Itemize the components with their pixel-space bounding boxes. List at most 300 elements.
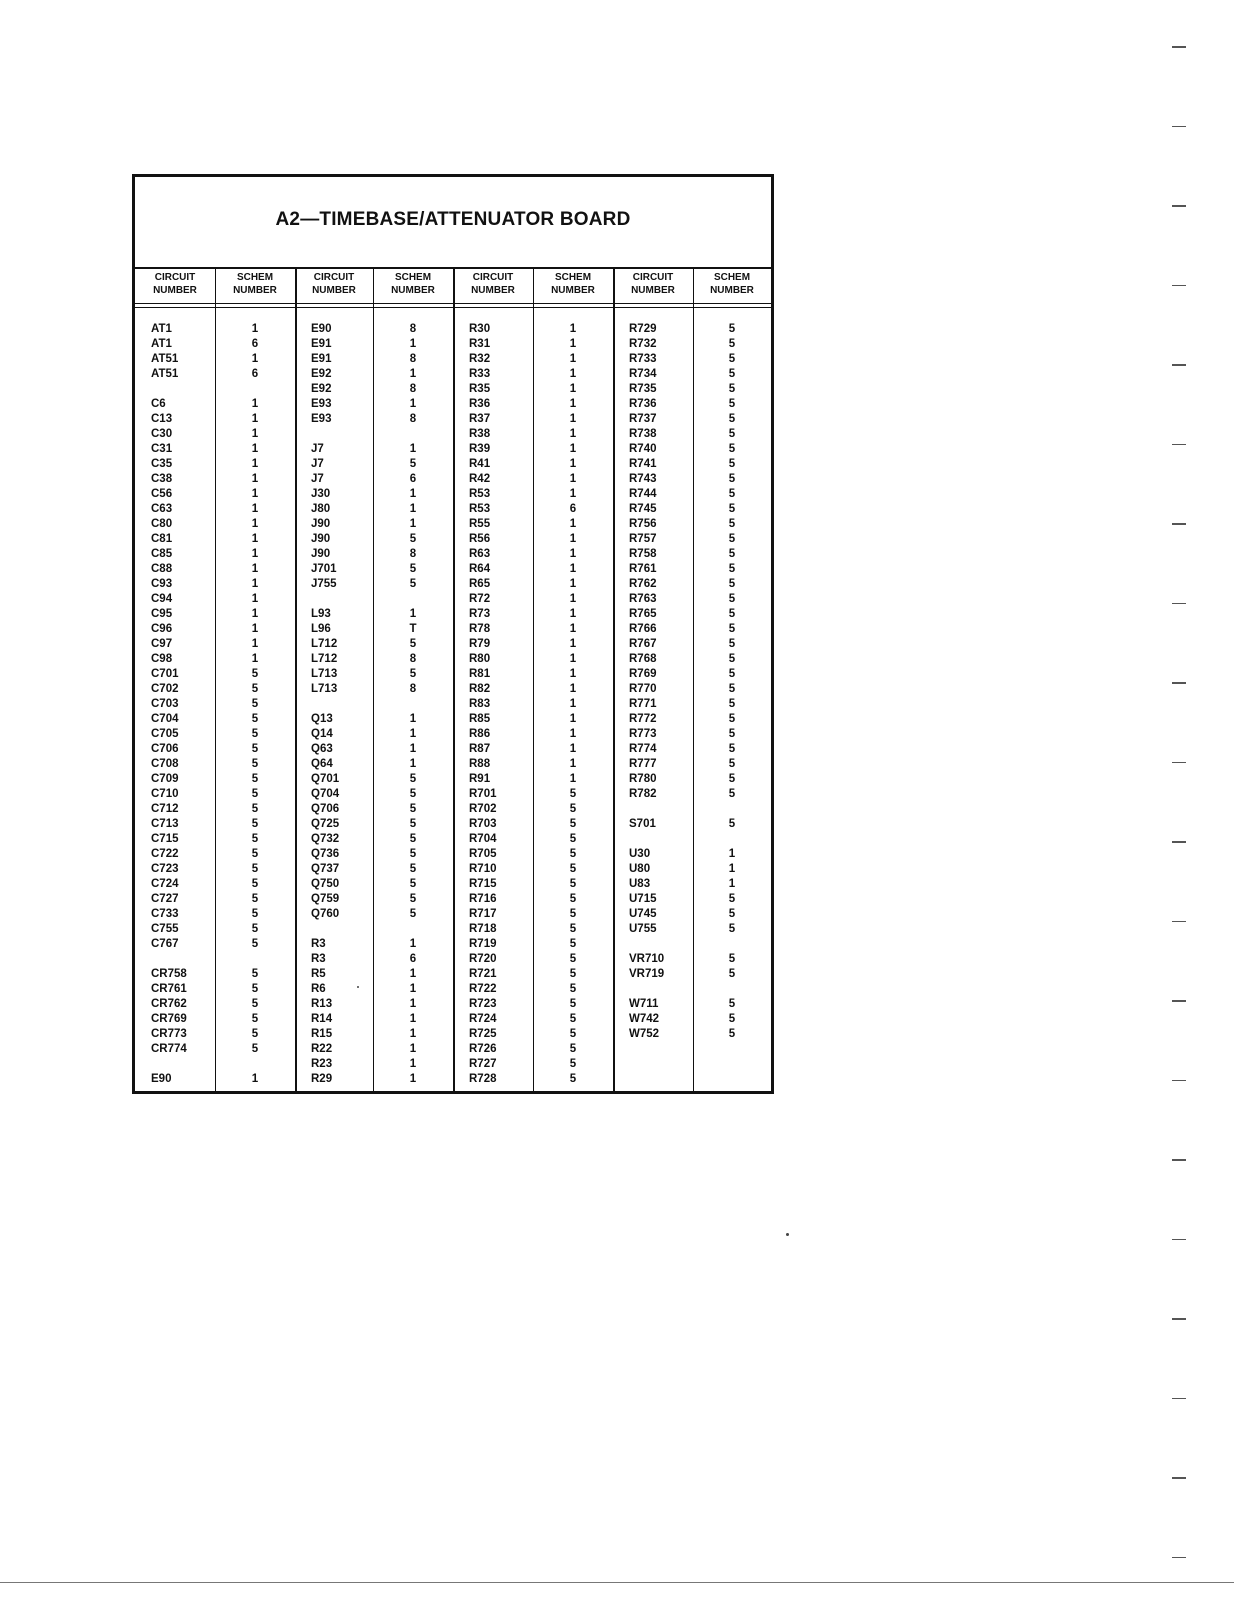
circuit-number-cell: R86 [469,728,491,740]
schem-number-cell: 1 [251,593,259,605]
circuit-number-cell: R14 [311,1013,333,1025]
schem-number-cell: 5 [409,458,417,470]
schem-number-cell: 5 [569,983,577,995]
schem-number-cell: 5 [728,1028,736,1040]
table-title-area [135,177,771,269]
column-divider [613,267,615,1091]
page-speck [786,1233,789,1236]
schem-number-cell: 5 [569,1058,577,1070]
schem-number-cell: 1 [409,488,417,500]
circuit-number-cell: W742 [629,1013,660,1025]
column-divider [295,267,297,1091]
margin-tick [1172,1557,1186,1559]
schem-number-cell: 5 [728,668,736,680]
circuit-number-cell: Q736 [311,848,340,860]
schem-number-cell: 1 [409,998,417,1010]
circuit-number-cell: C13 [151,413,173,425]
circuit-number-cell: U80 [629,863,651,875]
column-header-schem-number: SCHEM NUMBER [233,271,277,296]
circuit-number-cell: C706 [151,743,179,755]
schem-number-cell: 5 [251,998,259,1010]
schem-number-cell: 5 [569,878,577,890]
circuit-number-cell: C710 [151,788,179,800]
circuit-number-cell: R91 [469,773,491,785]
schem-number-cell: 5 [251,983,259,995]
schem-number-cell: 1 [569,413,577,425]
schem-number-cell: 8 [409,383,417,395]
circuit-number-cell: R716 [469,893,497,905]
circuit-number-cell: C94 [151,593,173,605]
schem-number-cell: 5 [569,968,577,980]
circuit-number-cell: R780 [629,773,657,785]
schem-number-cell: 1 [251,398,259,410]
schem-number-cell: 5 [409,818,417,830]
circuit-number-cell: R38 [469,428,491,440]
schem-number-cell: 5 [569,1028,577,1040]
circuit-number-cell: J7 [311,443,324,455]
circuit-number-cell: C81 [151,533,173,545]
schem-number-cell: 5 [728,893,736,905]
circuit-number-cell: C733 [151,908,179,920]
schem-number-cell: 5 [409,803,417,815]
schem-number-cell: 5 [728,443,736,455]
schem-number-cell: 5 [251,923,259,935]
schem-number-cell: 5 [728,578,736,590]
schem-number-cell: 5 [728,398,736,410]
schem-number-cell: 1 [409,443,417,455]
circuit-number-cell: C727 [151,893,179,905]
circuit-number-cell: R710 [469,863,497,875]
schem-number-cell: 5 [569,833,577,845]
schem-number-cell: 5 [728,998,736,1010]
circuit-number-cell: Q64 [311,758,333,770]
circuit-number-cell: R73 [469,608,491,620]
circuit-number-cell: R23 [311,1058,333,1070]
circuit-number-cell: R78 [469,623,491,635]
schem-number-cell: 1 [409,758,417,770]
margin-tick [1172,921,1186,923]
schem-number-cell: 5 [409,773,417,785]
schem-number-cell: 5 [409,668,417,680]
schem-number-cell: 1 [409,503,417,515]
circuit-number-cell: C96 [151,623,173,635]
schem-number-cell: 5 [251,728,259,740]
schem-number-cell: 5 [728,503,736,515]
schem-number-cell: 1 [251,533,259,545]
circuit-number-cell: E93 [311,413,332,425]
schem-number-cell: 1 [569,668,577,680]
circuit-number-cell: R761 [629,563,657,575]
circuit-number-cell: R37 [469,413,491,425]
circuit-number-cell: J755 [311,578,337,590]
circuit-number-cell: R720 [469,953,497,965]
circuit-number-cell: L713 [311,668,338,680]
schem-number-cell: 5 [251,833,259,845]
schem-number-cell: 5 [251,848,259,860]
circuit-number-cell: E90 [151,1073,172,1085]
schem-number-cell: 1 [409,938,417,950]
margin-tick [1172,762,1186,764]
circuit-number-cell: AT1 [151,338,172,350]
schem-number-cell: 6 [569,503,577,515]
circuit-number-cell: J7 [311,458,324,470]
schem-number-cell: 1 [251,488,259,500]
column-divider [693,267,694,1091]
schem-number-cell: 5 [569,953,577,965]
circuit-number-cell: J701 [311,563,337,575]
circuit-number-cell: VR710 [629,953,665,965]
schem-number-cell: 6 [251,338,259,350]
circuit-number-cell: R763 [629,593,657,605]
column-header-circuit-number: CIRCUIT NUMBER [312,271,356,296]
circuit-number-cell: R63 [469,548,491,560]
circuit-number-cell: R85 [469,713,491,725]
circuit-number-cell: R31 [469,338,491,350]
schem-number-cell: 5 [569,998,577,1010]
margin-tick [1172,1318,1186,1320]
schem-number-cell: 5 [569,1043,577,1055]
bottom-rule [0,1582,1234,1583]
schem-number-cell: 5 [569,1013,577,1025]
circuit-number-cell: C93 [151,578,173,590]
circuit-number-cell: R53 [469,488,491,500]
circuit-number-cell: R30 [469,323,491,335]
circuit-number-cell: R705 [469,848,497,860]
schem-number-cell: 1 [409,743,417,755]
schem-number-cell: 5 [728,1013,736,1025]
circuit-number-cell: R765 [629,608,657,620]
circuit-number-cell: Q704 [311,788,340,800]
circuit-number-cell: E93 [311,398,332,410]
circuit-number-cell: Q760 [311,908,340,920]
circuit-number-cell: R701 [469,788,497,800]
circuit-number-cell: R82 [469,683,491,695]
schem-number-cell: 5 [728,743,736,755]
circuit-number-cell: R39 [469,443,491,455]
schem-number-cell: 1 [409,608,417,620]
schem-number-cell: 1 [569,323,577,335]
margin-tick [1172,444,1186,446]
circuit-number-cell: R15 [311,1028,333,1040]
circuit-number-cell: C31 [151,443,173,455]
circuit-number-cell: E92 [311,383,332,395]
circuit-number-cell: C713 [151,818,179,830]
schem-number-cell: 1 [251,1073,259,1085]
schem-number-cell: 1 [569,488,577,500]
schem-number-cell: 1 [251,563,259,575]
circuit-number-cell: Q63 [311,743,333,755]
circuit-number-cell: R79 [469,638,491,650]
schem-number-cell: 5 [728,818,736,830]
circuit-number-cell: R33 [469,368,491,380]
circuit-number-cell: R766 [629,623,657,635]
schem-number-cell: 5 [251,803,259,815]
schem-number-cell: 1 [569,458,577,470]
circuit-number-cell: C35 [151,458,173,470]
circuit-number-cell: R717 [469,908,497,920]
circuit-number-cell: C30 [151,428,173,440]
schem-number-cell: 1 [569,683,577,695]
schem-number-cell: 1 [728,863,736,875]
circuit-number-cell: R55 [469,518,491,530]
circuit-number-cell: R727 [469,1058,497,1070]
schem-number-cell: 1 [569,563,577,575]
circuit-number-cell: R22 [311,1043,333,1055]
schem-number-cell: 6 [251,368,259,380]
schem-number-cell: 5 [251,1028,259,1040]
circuit-number-cell: L713 [311,683,338,695]
circuit-number-cell: C38 [151,473,173,485]
column-header-schem-number: SCHEM NUMBER [551,271,595,296]
schem-number-cell: 5 [728,698,736,710]
schem-number-cell: 8 [409,653,417,665]
circuit-number-cell: C715 [151,833,179,845]
circuit-number-cell: W711 [629,998,659,1010]
schem-number-cell: 5 [569,908,577,920]
column-header-schem-number: SCHEM NUMBER [391,271,435,296]
circuit-number-cell: L96 [311,623,331,635]
circuit-number-cell: R735 [629,383,657,395]
circuit-number-cell: C85 [151,548,173,560]
circuit-number-cell: R13 [311,998,333,1010]
schem-number-cell: 1 [569,743,577,755]
circuit-number-cell: R768 [629,653,657,665]
schem-number-cell: 5 [409,563,417,575]
schem-number-cell: 1 [569,443,577,455]
column-divider [453,267,455,1091]
circuit-number-cell: R729 [629,323,657,335]
circuit-number-cell: R53 [469,503,491,515]
circuit-number-cell: C767 [151,938,179,950]
circuit-number-cell: R725 [469,1028,497,1040]
circuit-number-cell: R724 [469,1013,497,1025]
schem-number-cell: 5 [728,353,736,365]
schem-number-cell: 1 [569,383,577,395]
circuit-number-cell: R782 [629,788,657,800]
column-header-circuit-number: CIRCUIT NUMBER [631,271,675,296]
circuit-number-cell: R35 [469,383,491,395]
circuit-number-cell: R771 [629,698,657,710]
circuit-number-cell: C712 [151,803,179,815]
circuit-number-cell: CR761 [151,983,187,995]
schem-number-cell: 1 [409,1058,417,1070]
schem-number-cell: 5 [728,518,736,530]
schem-number-cell: 1 [251,518,259,530]
circuit-number-cell: R737 [629,413,657,425]
schem-number-cell: 5 [409,863,417,875]
circuit-number-cell: J80 [311,503,331,515]
circuit-number-cell: C98 [151,653,173,665]
schem-number-cell: 5 [251,938,259,950]
schem-number-cell: 5 [409,533,417,545]
circuit-number-cell: C6 [151,398,166,410]
circuit-number-cell: L93 [311,608,331,620]
schem-number-cell: 5 [728,488,736,500]
margin-tick [1172,603,1186,605]
circuit-number-cell: R738 [629,428,657,440]
schem-number-cell: 5 [728,683,736,695]
schem-number-cell: 5 [569,803,577,815]
schem-number-cell: 1 [569,728,577,740]
margin-tick [1172,46,1186,48]
schem-number-cell: 5 [251,788,259,800]
schem-number-cell: 1 [251,428,259,440]
schem-number-cell: 5 [251,668,259,680]
schem-number-cell: 1 [569,533,577,545]
circuit-number-cell: R703 [469,818,497,830]
circuit-number-cell: U30 [629,848,651,860]
circuit-number-cell: S701 [629,818,656,830]
schem-number-cell: 8 [409,548,417,560]
schem-number-cell: 1 [409,338,417,350]
schem-number-cell: 1 [251,323,259,335]
circuit-number-cell: C709 [151,773,179,785]
column-divider [215,267,216,1091]
schem-number-cell: 1 [569,653,577,665]
schem-number-cell: 5 [569,848,577,860]
schem-number-cell: 1 [409,1028,417,1040]
circuit-number-cell: C95 [151,608,173,620]
schem-number-cell: 5 [728,758,736,770]
schem-number-cell: 5 [569,938,577,950]
schem-number-cell: 1 [569,713,577,725]
schem-number-cell: 5 [728,593,736,605]
circuit-number-cell: R702 [469,803,497,815]
margin-tick [1172,1080,1186,1082]
circuit-number-cell: R64 [469,563,491,575]
margin-tick [1172,1000,1186,1002]
schem-number-cell: 5 [251,908,259,920]
circuit-number-cell: J90 [311,518,331,530]
circuit-number-cell: R41 [469,458,491,470]
schem-number-cell: 1 [569,638,577,650]
schem-number-cell: 1 [409,713,417,725]
circuit-number-cell: W752 [629,1028,660,1040]
schem-number-cell: 1 [728,848,736,860]
schem-number-cell: 5 [251,863,259,875]
circuit-number-cell: C56 [151,488,173,500]
margin-tick [1172,1159,1186,1161]
circuit-number-cell: AT1 [151,323,172,335]
schem-number-cell: 1 [569,773,577,785]
parts-location-table [132,174,774,1094]
schem-number-cell: 5 [728,773,736,785]
circuit-number-cell: R767 [629,638,657,650]
schem-number-cell: 1 [569,578,577,590]
circuit-number-cell: C722 [151,848,179,860]
schem-number-cell: 5 [251,878,259,890]
schem-number-cell: 1 [569,518,577,530]
schem-number-cell: 5 [728,728,736,740]
circuit-number-cell: R65 [469,578,491,590]
circuit-number-cell: C755 [151,923,179,935]
margin-tick [1172,682,1186,684]
margin-tick [1172,1398,1186,1400]
schem-number-cell: 5 [728,548,736,560]
circuit-number-cell: E91 [311,353,332,365]
schem-number-cell: 1 [251,443,259,455]
circuit-number-cell: R740 [629,443,657,455]
schem-number-cell: 1 [251,608,259,620]
schem-number-cell: 5 [251,893,259,905]
schem-number-cell: 5 [409,848,417,860]
circuit-number-cell: R42 [469,473,491,485]
schem-number-cell: 5 [728,563,736,575]
circuit-number-cell: R3 [311,953,326,965]
schem-number-cell: 1 [251,653,259,665]
schem-number-cell: 1 [569,368,577,380]
circuit-number-cell: U745 [629,908,657,920]
schem-number-cell: 5 [728,323,736,335]
schem-number-cell: 6 [409,953,417,965]
circuit-number-cell: R770 [629,683,657,695]
circuit-number-cell: R80 [469,653,491,665]
circuit-number-cell: R732 [629,338,657,350]
circuit-number-cell: R718 [469,923,497,935]
schem-number-cell: 5 [728,458,736,470]
circuit-number-cell: J7 [311,473,324,485]
column-header-schem-number: SCHEM NUMBER [710,271,754,296]
schem-number-cell: 5 [728,713,736,725]
circuit-number-cell: R5 [311,968,326,980]
schem-number-cell: 5 [569,893,577,905]
circuit-number-cell: R3 [311,938,326,950]
margin-tick [1172,205,1186,207]
schem-number-cell: 5 [728,788,736,800]
schem-number-cell: 8 [409,323,417,335]
schem-number-cell: 5 [728,383,736,395]
circuit-number-cell: R726 [469,1043,497,1055]
schem-number-cell: 1 [409,398,417,410]
circuit-number-cell: R769 [629,668,657,680]
column-divider [533,267,534,1091]
schem-number-cell: 5 [569,1073,577,1085]
circuit-number-cell: R743 [629,473,657,485]
schem-number-cell: 5 [251,683,259,695]
circuit-number-cell: R757 [629,533,657,545]
schem-number-cell: 5 [251,1013,259,1025]
circuit-number-cell: R734 [629,368,657,380]
circuit-number-cell: R88 [469,758,491,770]
circuit-number-cell: CR769 [151,1013,187,1025]
schem-number-cell: 1 [409,518,417,530]
circuit-number-cell: L712 [311,638,338,650]
column-header-circuit-number: CIRCUIT NUMBER [153,271,197,296]
circuit-number-cell: CR773 [151,1028,187,1040]
circuit-number-cell: Q706 [311,803,340,815]
schem-number-cell: 5 [251,758,259,770]
schem-number-cell: 5 [728,428,736,440]
circuit-number-cell: Q725 [311,818,340,830]
circuit-number-cell: J30 [311,488,331,500]
schem-number-cell: 5 [728,923,736,935]
schem-number-cell: 1 [409,728,417,740]
schem-number-cell: 5 [569,818,577,830]
column-divider [373,267,374,1091]
circuit-number-cell: R722 [469,983,497,995]
schem-number-cell: 1 [728,878,736,890]
schem-number-cell: 5 [728,368,736,380]
circuit-number-cell: R32 [469,353,491,365]
circuit-number-cell: R6 [311,983,326,995]
schem-number-cell: 5 [251,818,259,830]
circuit-number-cell: R29 [311,1073,333,1085]
circuit-number-cell: E92 [311,368,332,380]
schem-number-cell: 5 [409,788,417,800]
circuit-number-cell: E91 [311,338,332,350]
schem-number-cell: 5 [409,638,417,650]
circuit-number-cell: C80 [151,518,173,530]
